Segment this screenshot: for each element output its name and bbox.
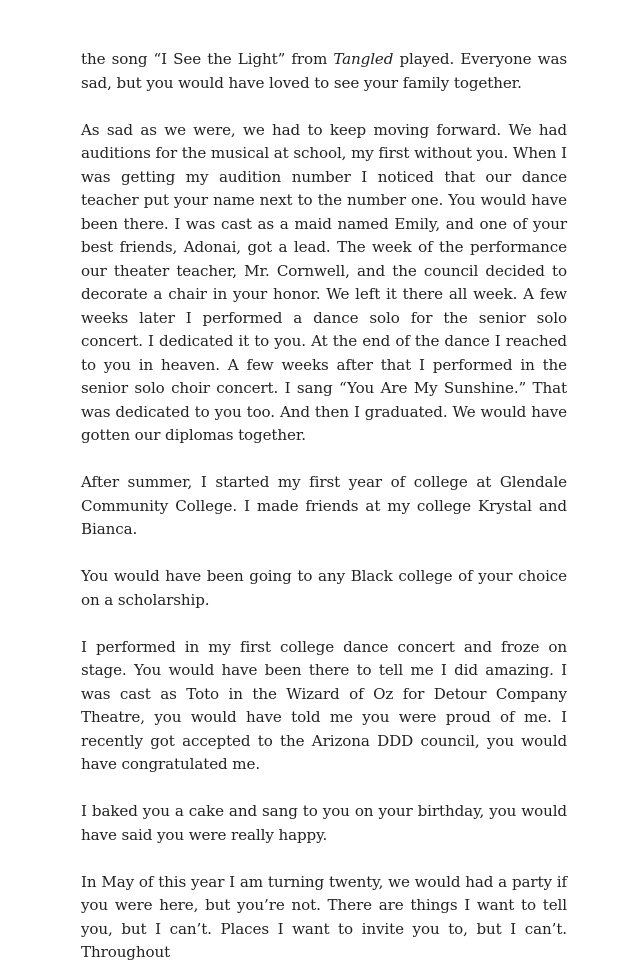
movie-title: Tangled <box>333 50 394 68</box>
paragraph-3: After summer, I started my first year of college at Glendale Community College. I made friends at my college Krystal and Bianca. <box>81 473 567 538</box>
paragraph-6: I baked you a cake and sang to you on your birthday, you would have said you were really happy. <box>81 802 567 844</box>
paragraph-1-end: played. Everyone was sad, but you would have loved to see your family together. <box>81 50 567 92</box>
paragraph-7: In May of this year I am turning twenty, we would had a party if you were here, but you’re not. There are things I want to tell you, but I can’t. Places I want to invite you to, but I can’t. Throughout <box>81 872 567 961</box>
paragraph-5: I performed in my first college dance concert and froze on stage. You would have been there to tell me I did amazing. I was cast as Toto in the Wizard of Oz for Detour Company Theatre, you would have told me you were proud of me. I recently got accepted to the Arizona DDD council, you would have congratulated me. <box>81 637 567 773</box>
paragraph-2: As sad as we were, we had to keep moving forward. We had auditions for the musical at school, my first without you. When I was getting my audition number I noticed that our dance teacher put your name next to the number one. You would have been there. I was cast as a maid named Emily, and one of your best friends, Adonai, got a lead. The week of the performance our theater teacher, Mr. Cornwell, and the council decided to decorate a chair in your honor. We left it there all week. A few weeks later I performed a dance solo for the senior solo concert. I dedicated it to you. At the end of the dance I reached to you in heaven. A few weeks after that I performed in the senior solo choir concert. I sang “You Are My Sunshine.” That was dedicated to you too. And then I graduated. We would have gotten our diplomas together. <box>81 120 567 444</box>
paragraph-1 <box>81 48 567 95</box>
paragraph-1-start: the song “I See the Light” from <box>81 50 334 68</box>
paragraph-4: You would have been going to any Black college of your choice on a scholarship. <box>81 567 567 609</box>
document-page <box>81 48 567 965</box>
